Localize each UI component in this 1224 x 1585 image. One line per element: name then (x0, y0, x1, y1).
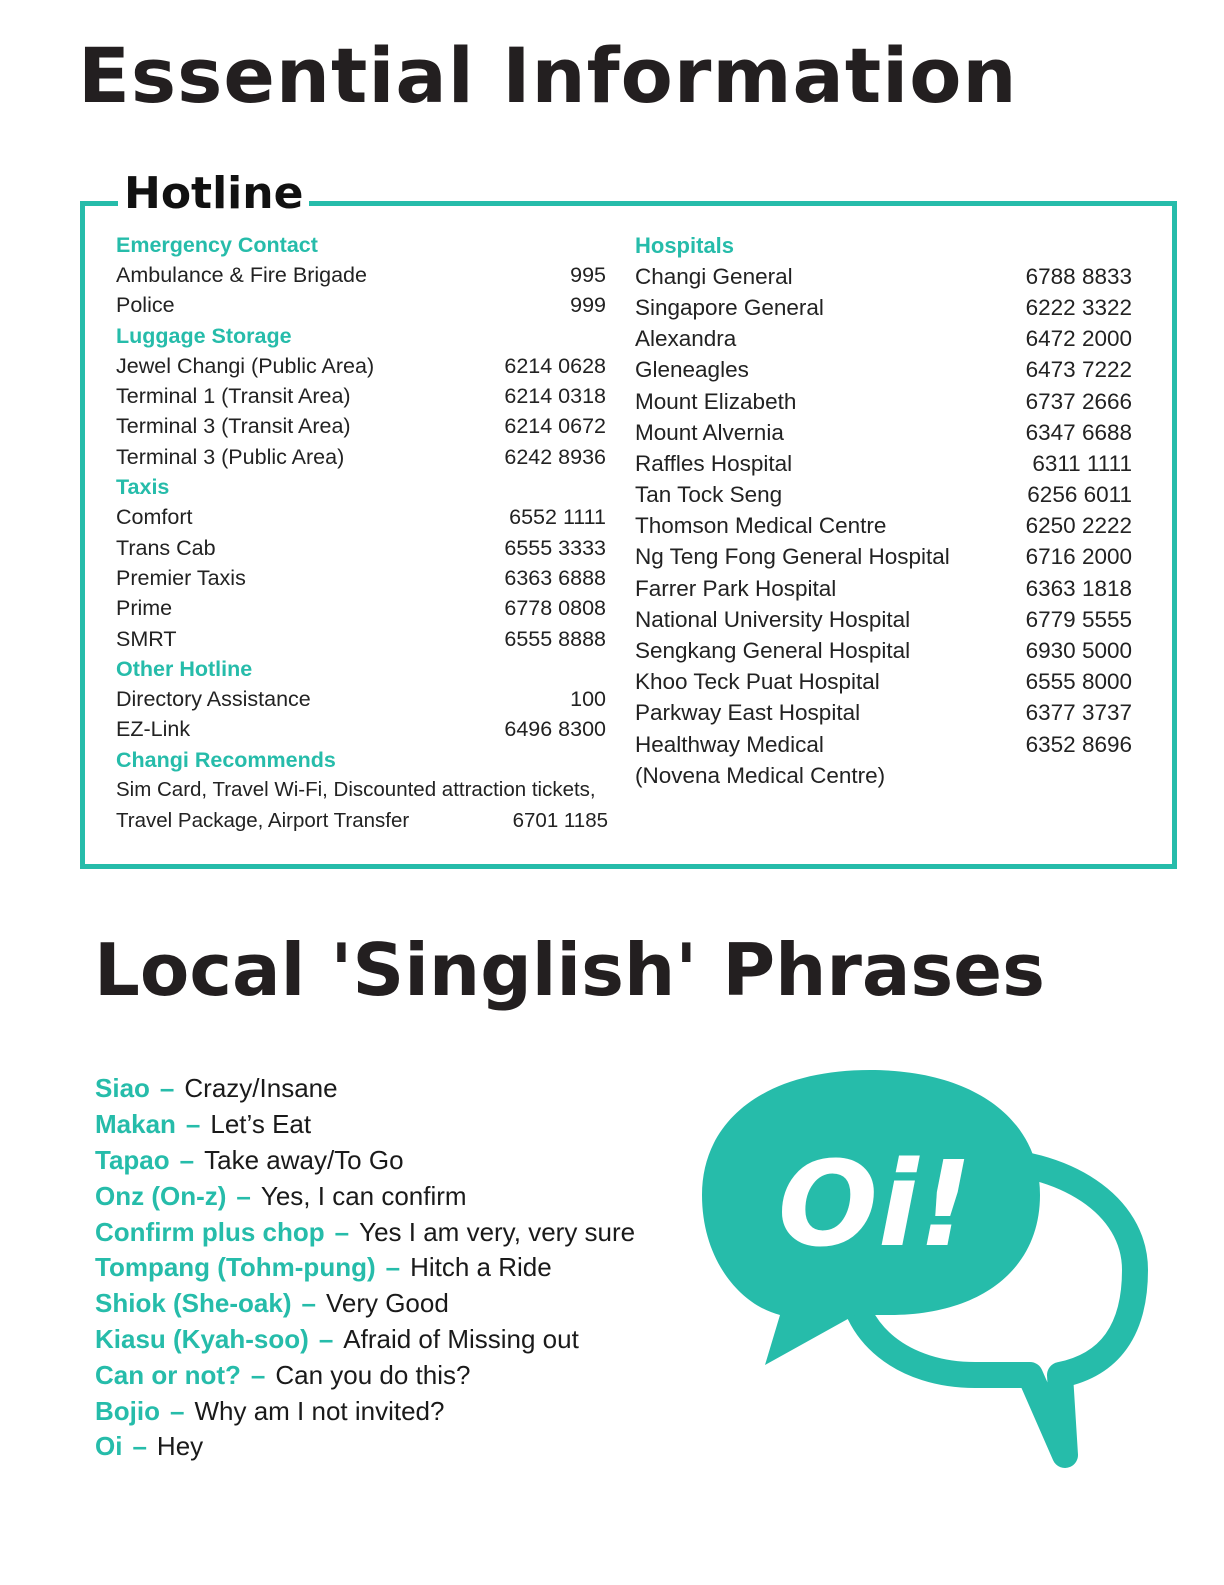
hospital-number: 6363 1818 (1025, 575, 1132, 601)
hotline-number: 100 (570, 687, 606, 712)
hotline-name: SMRT (116, 626, 177, 651)
hotline-row (116, 260, 606, 290)
phrase-meaning: Let’s Eat (210, 1109, 312, 1140)
hospital-row (635, 355, 1132, 386)
phrase-item (95, 1071, 715, 1107)
phrase-term: Bojio (95, 1395, 160, 1426)
hotline-row (116, 291, 606, 321)
hospital-name: Alexandra (635, 326, 737, 352)
phrase-meaning: Very Good (325, 1288, 449, 1319)
speech-bubbles-icon (690, 1060, 1160, 1480)
phrase-item (95, 1107, 715, 1143)
hotline-number: 6496 8300 (504, 717, 606, 742)
hotline-number: 6552 1111 (509, 505, 606, 530)
hotline-name: Directory Assistance (116, 687, 311, 712)
hospital-name: Raffles Hospital (635, 450, 793, 476)
hotline-number: 6555 8888 (504, 626, 606, 651)
hotline-name: EZ-Link (116, 717, 191, 742)
phrase-term: Shiok (She-oak) (95, 1288, 292, 1319)
phrase-item (95, 1286, 715, 1322)
hospital-number: 6779 5555 (1025, 606, 1132, 632)
hospital-row (635, 729, 1132, 760)
hospital-row (635, 760, 1132, 791)
hospital-number: 6377 3737 (1025, 700, 1132, 726)
hotline-row (116, 715, 606, 745)
phrase-term: Tompang (Tohm-pung) (95, 1252, 376, 1283)
hotline-row (116, 594, 606, 624)
hotline-row (116, 381, 606, 411)
hospital-number: 6788 8833 (1025, 263, 1132, 289)
phrase-meaning: Crazy/Insane (184, 1073, 338, 1104)
hotline-number: 999 (570, 293, 606, 318)
hotline-number: 995 (570, 262, 606, 287)
hotline-row (116, 412, 606, 442)
hotline-category: Emergency Contact (116, 232, 318, 257)
phrase-meaning: Take away/To Go (204, 1144, 404, 1175)
hotline-number: 6242 8936 (504, 444, 606, 469)
phrase-term: Confirm plus chop (95, 1216, 325, 1247)
hospital-name: Singapore General (635, 294, 824, 320)
phrase-meaning: Hitch a Ride (410, 1252, 552, 1283)
phrase-dash: – (185, 1109, 201, 1140)
hotline-name: Terminal 3 (Public Area) (116, 444, 345, 469)
phrase-item (95, 1322, 715, 1358)
hotline-category: Changi Recommends (116, 747, 336, 772)
hospital-row (635, 667, 1132, 698)
hospitals-category: Hospitals (635, 232, 735, 258)
hotline-number: 6778 0808 (504, 596, 606, 621)
phrase-list (95, 1071, 715, 1465)
phrase-dash: – (179, 1144, 195, 1175)
phrase-meaning: Yes I am very, very sure (359, 1216, 636, 1247)
hospital-number: 6716 2000 (1025, 544, 1132, 570)
hospital-number: 6347 6688 (1025, 419, 1132, 445)
phrase-item (95, 1250, 715, 1286)
phrase-term: Can or not? (95, 1359, 241, 1390)
phrase-item (95, 1178, 715, 1214)
hospital-row (635, 417, 1132, 448)
hospital-name: Sengkang General Hospital (635, 638, 911, 664)
phrase-term: Siao (95, 1073, 150, 1104)
hotline-number: 6214 0318 (504, 384, 606, 409)
hospital-name: Thomson Medical Centre (635, 513, 887, 539)
hotline-number: 6214 0672 (504, 414, 606, 439)
hotline-row (116, 533, 606, 563)
hospital-name: Khoo Teck Puat Hospital (635, 669, 880, 695)
hospital-number: 6737 2666 (1025, 388, 1132, 414)
recommends-line: Sim Card, Travel Wi-Fi, Discounted attraction tickets, (116, 778, 596, 802)
hospital-name: Tan Tock Seng (635, 482, 783, 508)
recommends-row (116, 806, 608, 836)
phrase-item (95, 1143, 715, 1179)
hospital-row (635, 542, 1132, 573)
phrase-dash: – (385, 1252, 401, 1283)
hotline-number: 6214 0628 (504, 353, 606, 378)
phrase-dash: – (301, 1288, 316, 1319)
hospital-number: 6555 8000 (1025, 669, 1132, 695)
hotline-name: Terminal 3 (Transit Area) (116, 414, 351, 439)
hospital-row (635, 573, 1132, 604)
hotline-row (116, 563, 606, 593)
hospital-number: 6472 2000 (1025, 326, 1132, 352)
hospital-name: Mount Alvernia (635, 419, 784, 445)
oi-text: Oi! (777, 1135, 973, 1273)
hotline-name: Ambulance & Fire Brigade (116, 262, 367, 287)
hotline-row (116, 351, 606, 381)
phrase-meaning: Afraid of Missing out (343, 1323, 579, 1354)
hotline-left-column (116, 230, 606, 836)
hospital-row (635, 698, 1132, 729)
hospital-name: Healthway Medical (635, 731, 824, 757)
hospital-row (635, 324, 1132, 355)
phrase-item (95, 1357, 715, 1393)
hotline-title: Hotline (118, 170, 309, 218)
hotline-category: Luggage Storage (116, 323, 292, 348)
hospital-number: 6311 1111 (1032, 450, 1132, 476)
hotline-name: Police (116, 293, 175, 318)
phrase-dash: – (236, 1180, 251, 1211)
hospital-row (635, 635, 1132, 666)
hotline-name: Prime (116, 596, 173, 621)
hospital-name: Changi General (635, 263, 793, 289)
phrase-dash: – (159, 1073, 175, 1104)
hospital-row (635, 511, 1132, 542)
hospital-row (635, 604, 1132, 635)
hospital-number: 6352 8696 (1025, 731, 1132, 757)
hotline-row (116, 503, 606, 533)
phrase-term: Onz (On-z) (95, 1180, 227, 1211)
hotline-name: Premier Taxis (116, 565, 246, 590)
hospitals-column (635, 230, 1132, 791)
hospital-number: 6256 6011 (1027, 482, 1132, 508)
hotline-category: Taxis (116, 475, 170, 500)
phrase-term: Oi (95, 1431, 123, 1462)
hospital-name: Gleneagles (635, 357, 749, 383)
hotline-number: 6555 3333 (504, 535, 606, 560)
phrase-meaning: Can you do this? (275, 1359, 471, 1390)
phrase-meaning: Hey (156, 1431, 204, 1462)
hotline-row (116, 624, 606, 654)
hospital-row (635, 448, 1132, 479)
phrase-term: Kiasu (Kyah-soo) (95, 1323, 309, 1354)
phrase-term: Makan (95, 1109, 176, 1140)
phrase-dash: – (318, 1323, 334, 1354)
phrase-meaning: Yes, I can confirm (260, 1180, 467, 1211)
hospital-name: (Novena Medical Centre) (635, 762, 886, 788)
hotline-number: 6363 6888 (504, 565, 606, 590)
hospital-name: Ng Teng Fong General Hospital (635, 544, 950, 570)
hospital-name: Mount Elizabeth (635, 388, 797, 414)
phrase-dash: – (334, 1216, 350, 1247)
hotline-name: Terminal 1 (Transit Area) (116, 384, 351, 409)
phrase-item (95, 1214, 715, 1250)
phrase-dash: – (250, 1359, 266, 1390)
hospital-number: 6473 7222 (1025, 357, 1132, 383)
recommends-line: Travel Package, Airport Transfer (116, 808, 410, 832)
hotline-row (116, 684, 606, 714)
phrase-dash: – (170, 1395, 185, 1426)
hospital-number: 6222 3322 (1025, 294, 1132, 320)
hospital-number: 6930 5000 (1025, 638, 1132, 664)
hotline-name: Jewel Changi (Public Area) (116, 353, 375, 378)
hospital-row (635, 292, 1132, 323)
hospital-row (635, 261, 1132, 292)
phrase-meaning: Why am I not invited? (194, 1395, 445, 1426)
singlish-title: Local 'Singlish' Phrases (94, 928, 1045, 1012)
hospital-row (635, 386, 1132, 417)
hospital-name: National University Hospital (635, 606, 911, 632)
recommends-number: 6701 1185 (512, 808, 608, 832)
phrase-item (95, 1429, 715, 1465)
hotline-category: Other Hotline (116, 656, 253, 681)
hotline-row (116, 442, 606, 472)
hotline-name: Trans Cab (116, 535, 216, 560)
page-title: Essential Information (78, 31, 1018, 120)
phrase-dash: – (132, 1431, 147, 1462)
phrase-term: Tapao (95, 1144, 170, 1175)
hospital-row (635, 480, 1132, 511)
phrase-item (95, 1393, 715, 1429)
hospital-name: Farrer Park Hospital (635, 575, 837, 601)
hospital-name: Parkway East Hospital (635, 700, 861, 726)
hotline-name: Comfort (116, 505, 193, 530)
hospital-number: 6250 2222 (1025, 513, 1132, 539)
